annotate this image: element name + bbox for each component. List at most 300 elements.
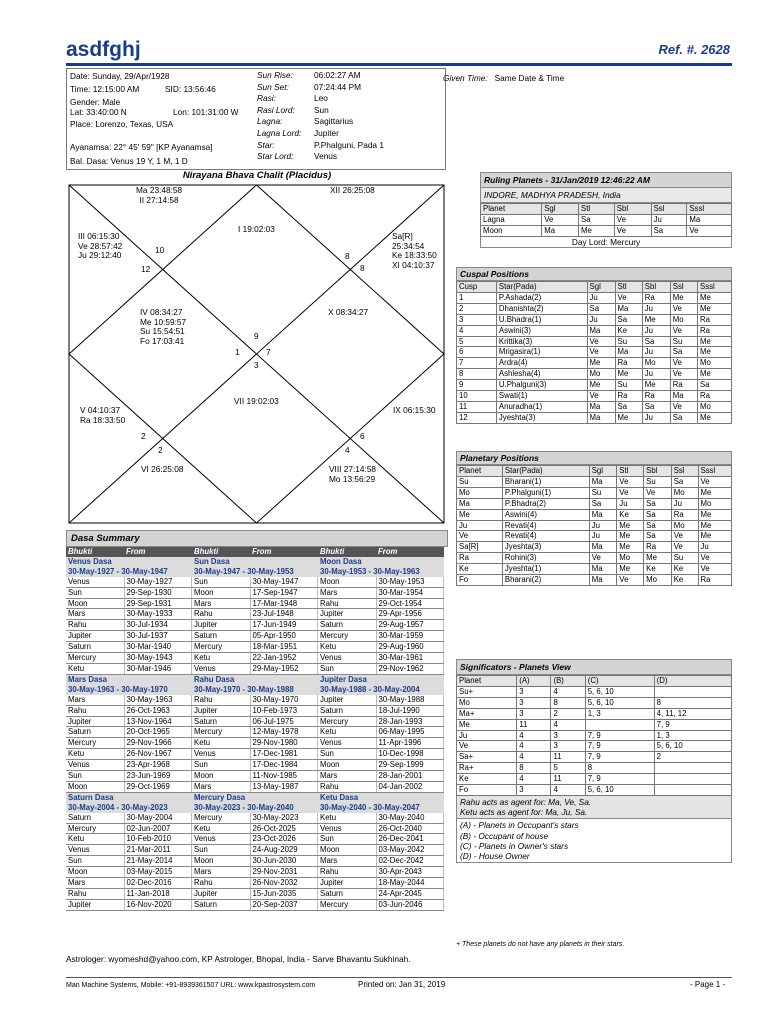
dasa-name: Sun Dasa bbox=[192, 557, 318, 567]
dasa-range-row bbox=[192, 803, 318, 813]
bhukti-planet: Mars bbox=[192, 598, 250, 609]
chart-label: IV 08:34:27 Me 10:59:57 Su 15:54:51 Fo 17:03:41 bbox=[140, 307, 187, 346]
column-header: Star(Pada) bbox=[502, 466, 589, 477]
table-cell: Ve bbox=[587, 347, 615, 358]
table-row bbox=[457, 520, 732, 531]
dasa-name: Mercury Dasa bbox=[192, 792, 318, 802]
table-cell: Me bbox=[617, 542, 644, 553]
table-cell: Ju bbox=[589, 520, 617, 531]
table-cell: Ma bbox=[589, 476, 617, 487]
table-cell: Su bbox=[589, 487, 617, 498]
bhukti-planet: Sun bbox=[66, 587, 124, 598]
table-header-row bbox=[457, 676, 732, 687]
bhukti-planet: Venus bbox=[192, 749, 250, 760]
table-cell bbox=[654, 774, 731, 785]
chart-label: XII 26:25:08 bbox=[330, 185, 375, 195]
bhukti-row bbox=[318, 653, 444, 664]
bhukti-from: 26-Oct-1963 bbox=[124, 705, 192, 716]
chart-label: 8 bbox=[360, 263, 365, 273]
table-cell: Me bbox=[579, 225, 615, 236]
column-header: Planet bbox=[481, 204, 542, 215]
bhukti-from: 10-Feb-1973 bbox=[250, 705, 318, 716]
bhukti-from: 18-May-2044 bbox=[376, 878, 444, 889]
table-cell: Aswini(4) bbox=[502, 509, 589, 520]
table-cell: 11 bbox=[551, 774, 585, 785]
table-row bbox=[457, 575, 732, 586]
bhukti-header: Bhukti bbox=[66, 547, 124, 557]
bhukti-row bbox=[192, 856, 318, 867]
table-row bbox=[457, 358, 732, 369]
table-cell: Jyeshta(3) bbox=[502, 542, 589, 553]
table-cell: Ma bbox=[589, 564, 617, 575]
table-header-row bbox=[457, 282, 732, 293]
dasa-name: Jupiter Dasa bbox=[318, 674, 444, 684]
column-header: Stl bbox=[617, 466, 644, 477]
bhukti-planet: Ketu bbox=[192, 653, 250, 664]
table-cell: 4 bbox=[551, 719, 585, 730]
column-header: Planet bbox=[457, 466, 503, 477]
bhukti-planet: Sun bbox=[318, 834, 376, 845]
bhukti-row bbox=[192, 760, 318, 771]
table-cell: Ju bbox=[642, 303, 670, 314]
bhukti-row bbox=[66, 609, 192, 620]
table-cell: 3 bbox=[551, 730, 585, 741]
table-cell: Mo bbox=[644, 575, 672, 586]
bhukti-row bbox=[66, 878, 192, 889]
table-cell: Su+ bbox=[457, 686, 517, 697]
chart-title: Nirayana Bhava Chalit (Placidus) bbox=[182, 170, 332, 181]
table-cell: 2 bbox=[654, 752, 731, 763]
chart-label: 2 bbox=[141, 431, 146, 441]
astro-label: Lagna: bbox=[257, 116, 283, 127]
chart-label: 7 bbox=[266, 347, 271, 357]
legend-item: (C) - Planets in Owner's stars bbox=[460, 840, 569, 851]
table-cell: Sa bbox=[642, 401, 670, 412]
bhukti-planet: Mars bbox=[318, 856, 376, 867]
bhukti-row bbox=[192, 598, 318, 609]
astro-value: Sun bbox=[314, 104, 329, 115]
bhukti-from: 05-Apr-1950 bbox=[250, 631, 318, 642]
bhukti-row bbox=[192, 771, 318, 782]
bhukti-planet: Jupiter bbox=[318, 609, 376, 620]
bhukti-planet: Jupiter bbox=[192, 889, 250, 900]
bhukti-planet: Venus bbox=[192, 663, 250, 674]
bhukti-from: 03-Jun-2046 bbox=[376, 899, 444, 910]
planetary-positions-panel bbox=[456, 451, 732, 586]
birth-time: Time: 12:15:00 AM bbox=[70, 84, 140, 94]
table-cell: Su bbox=[615, 380, 642, 391]
table-cell: Ve bbox=[670, 303, 697, 314]
bhukti-from: 29-Oct-1954 bbox=[376, 598, 444, 609]
table-cell: 2 bbox=[551, 708, 585, 719]
table-cell: 7, 9 bbox=[654, 719, 731, 730]
bhukti-from: 10-Dec-1998 bbox=[376, 749, 444, 760]
dasa-name: Rahu Dasa bbox=[192, 674, 318, 684]
planetary-positions-title: Planetary Positions bbox=[456, 451, 732, 465]
bhukti-row bbox=[318, 834, 444, 845]
bhukti-planet: Moon bbox=[192, 587, 250, 598]
astro-value: Sagittarius bbox=[314, 116, 354, 127]
bhukti-from: 17-Sep-1947 bbox=[250, 587, 318, 598]
cuspal-positions-table bbox=[456, 281, 732, 424]
column-header: Sssl bbox=[698, 466, 731, 477]
table-cell: 8 bbox=[551, 697, 585, 708]
dasa-name: Ketu Dasa bbox=[318, 792, 444, 802]
table-cell: Ju bbox=[642, 412, 670, 423]
bhukti-row bbox=[318, 663, 444, 674]
page-title: asdfghj bbox=[66, 38, 141, 61]
printed-date: Printed on: Jan 31, 2019 bbox=[358, 980, 446, 989]
legend-item: (A) - Planets in Occupant's stars bbox=[460, 820, 579, 831]
bhukti-from: 18-Jul-1990 bbox=[376, 705, 444, 716]
table-cell: Ra bbox=[615, 358, 642, 369]
table-row bbox=[457, 542, 732, 553]
bhukti-row bbox=[192, 609, 318, 620]
bhukti-planet: Venus bbox=[66, 845, 124, 856]
dasa-name-row bbox=[192, 674, 318, 684]
astro-label: Star Lord: bbox=[257, 151, 294, 162]
table-cell: 7 bbox=[457, 358, 497, 369]
bhukti-from: 23-Apr-1968 bbox=[124, 760, 192, 771]
table-cell: Su bbox=[644, 476, 672, 487]
bhukti-planet: Rahu bbox=[66, 620, 124, 631]
column-header: (C) bbox=[585, 676, 654, 687]
bhukti-row bbox=[192, 653, 318, 664]
bhukti-row bbox=[192, 695, 318, 705]
table-cell: Sa bbox=[651, 225, 687, 236]
bhukti-planet: Moon bbox=[318, 577, 376, 587]
table-cell: Ma bbox=[589, 509, 617, 520]
bhukti-row bbox=[318, 781, 444, 792]
bhukti-row bbox=[318, 598, 444, 609]
table-row bbox=[457, 336, 732, 347]
chart-label: 3 bbox=[254, 360, 259, 370]
bhukti-planet: Rahu bbox=[66, 705, 124, 716]
table-cell: Ma bbox=[587, 325, 615, 336]
bhukti-from: 03-May-2042 bbox=[376, 845, 444, 856]
astro-label: Sun Set: bbox=[257, 81, 289, 92]
bhukti-from: 26-Oct-2040 bbox=[376, 823, 444, 834]
table-row bbox=[457, 697, 732, 708]
bhukti-planet: Rahu bbox=[66, 889, 124, 900]
bhukti-planet: Rahu bbox=[192, 609, 250, 620]
table-cell: 5, 6, 10 bbox=[585, 697, 654, 708]
table-cell: Ke bbox=[615, 325, 642, 336]
table-cell: Ve bbox=[670, 325, 697, 336]
table-cell: Ve bbox=[542, 214, 579, 225]
table-cell: Ju bbox=[642, 369, 670, 380]
bhukti-row bbox=[66, 598, 192, 609]
bhukti-from: 17-Dec-1984 bbox=[250, 760, 318, 771]
astro-row bbox=[257, 105, 329, 115]
table-cell: Mrigasira(1) bbox=[496, 347, 587, 358]
bhukti-planet: Sun bbox=[192, 845, 250, 856]
bhukti-row bbox=[66, 771, 192, 782]
table-cell: U.Bhadra(1) bbox=[496, 314, 587, 325]
astro-value: Leo bbox=[314, 93, 328, 104]
table-cell: 8 bbox=[457, 369, 497, 380]
table-cell: 11 bbox=[551, 752, 585, 763]
table-cell: Ke bbox=[644, 564, 672, 575]
table-cell: Ra bbox=[698, 391, 732, 402]
table-cell: Ra bbox=[698, 325, 732, 336]
bhukti-planet: Jupiter bbox=[318, 695, 376, 705]
column-header: Ssl bbox=[670, 282, 697, 293]
table-row bbox=[457, 763, 732, 774]
bhukti-from: 26-Nov-1967 bbox=[124, 749, 192, 760]
planetary-positions-table bbox=[456, 465, 732, 586]
table-cell: Ra bbox=[698, 314, 732, 325]
table-cell: 7, 9 bbox=[585, 774, 654, 785]
table-cell: Ma bbox=[615, 347, 642, 358]
dasa-range-row bbox=[318, 803, 444, 813]
agent-note: Ketu acts as agent for: Ma, Ju, Sa. bbox=[460, 807, 588, 818]
bhukti-planet: Jupiter bbox=[66, 899, 124, 910]
bhukti-row bbox=[318, 587, 444, 598]
table-cell: P.Ashada(2) bbox=[496, 292, 587, 303]
table-cell: 5, 6, 10 bbox=[585, 785, 654, 796]
table-cell: Revati(4) bbox=[502, 520, 589, 531]
table-row bbox=[457, 531, 732, 542]
table-cell: Ve bbox=[617, 575, 644, 586]
table-cell: Ve bbox=[587, 336, 615, 347]
agent-notes bbox=[456, 796, 732, 819]
table-cell: Me bbox=[698, 520, 731, 531]
table-cell: Me bbox=[698, 303, 732, 314]
bhukti-planet: Sun bbox=[66, 856, 124, 867]
table-cell: Jyeshta(3) bbox=[496, 412, 587, 423]
table-cell: Ma+ bbox=[457, 708, 517, 719]
table-cell: Sa bbox=[587, 303, 615, 314]
table-cell: Ju bbox=[589, 531, 617, 542]
astro-value: Venus bbox=[314, 151, 338, 162]
bhukti-planet: Jupiter bbox=[192, 620, 250, 631]
chart-label: 8 bbox=[345, 251, 350, 261]
bhukti-row bbox=[318, 856, 444, 867]
dasa-range: 30-May-1970 - 30-May-1988 bbox=[192, 685, 318, 695]
bhukti-row bbox=[192, 642, 318, 653]
astro-row bbox=[257, 151, 337, 161]
bhukti-row bbox=[192, 823, 318, 834]
bhukti-planet: Ketu bbox=[66, 834, 124, 845]
table-cell: 3 bbox=[457, 314, 497, 325]
bhukti-planet: Rahu bbox=[192, 695, 250, 705]
table-cell: P.Bhadra(2) bbox=[502, 498, 589, 509]
sidereal-time: SID: 13:56:46 bbox=[165, 84, 216, 94]
table-cell: 8 bbox=[654, 697, 731, 708]
column-header: Planet bbox=[457, 676, 517, 687]
table-cell: Sa bbox=[644, 531, 672, 542]
table-row bbox=[457, 380, 732, 391]
table-cell: Ma bbox=[670, 391, 697, 402]
bhukti-planet: Sun bbox=[192, 760, 250, 771]
bhukti-row bbox=[318, 631, 444, 642]
bhukti-row bbox=[66, 867, 192, 878]
table-cell: Sa bbox=[615, 314, 642, 325]
table-cell: 8 bbox=[585, 763, 654, 774]
table-cell: Sa[R] bbox=[457, 542, 503, 553]
table-row bbox=[457, 498, 732, 509]
table-cell: Fo bbox=[457, 785, 517, 796]
table-cell: Me bbox=[617, 531, 644, 542]
table-cell: Me bbox=[617, 564, 644, 575]
table-cell: Mo bbox=[457, 697, 517, 708]
table-cell: Ma bbox=[587, 412, 615, 423]
bhukti-from: 18-Mar-1951 bbox=[250, 642, 318, 653]
dasa-column bbox=[192, 547, 318, 911]
from-header: From bbox=[124, 547, 192, 557]
table-row bbox=[457, 708, 732, 719]
bhukti-row bbox=[66, 781, 192, 792]
bhukti-row bbox=[66, 813, 192, 823]
table-cell: Sa bbox=[644, 509, 672, 520]
dasa-summary-title: Dasa Summary bbox=[66, 530, 448, 547]
ruling-planets-title: Ruling Planets - 31/Jan/2019 12:46:22 AM bbox=[480, 172, 732, 188]
bhukti-from: 30-Mar-1954 bbox=[376, 587, 444, 598]
bhukti-planet: Moon bbox=[192, 771, 250, 782]
table-cell: Sa bbox=[698, 380, 732, 391]
bhukti-from: 12-May-1978 bbox=[250, 727, 318, 738]
gender: Gender: Male bbox=[70, 97, 121, 107]
table-cell: Me bbox=[698, 531, 731, 542]
table-row bbox=[457, 774, 732, 785]
table-cell: Ve bbox=[671, 542, 698, 553]
bhukti-from: 30-May-1947 bbox=[250, 577, 318, 587]
bhukti-from: 29-Aug-1957 bbox=[376, 620, 444, 631]
bhukti-from: 04-Jan-2002 bbox=[376, 781, 444, 792]
dasa-column-header bbox=[192, 547, 318, 557]
column-header: Sbl bbox=[614, 204, 651, 215]
dasa-name: Moon Dasa bbox=[318, 557, 444, 567]
table-cell: Ashlesha(4) bbox=[496, 369, 587, 380]
bhukti-row bbox=[66, 631, 192, 642]
bhukti-row bbox=[192, 663, 318, 674]
dasa-range: 30-May-2040 - 30-May-2047 bbox=[318, 803, 444, 813]
column-header: (B) bbox=[551, 676, 585, 687]
longitude: Lon: 101:31:00 W bbox=[173, 107, 239, 117]
table-cell: Sa+ bbox=[457, 752, 517, 763]
table-cell: Ke bbox=[457, 564, 503, 575]
dasa-name: Mars Dasa bbox=[66, 674, 192, 684]
table-cell: Su bbox=[670, 336, 697, 347]
table-cell: 9 bbox=[457, 380, 497, 391]
bhukti-from: 21-May-2014 bbox=[124, 856, 192, 867]
table-row bbox=[457, 314, 732, 325]
table-cell: 1, 3 bbox=[654, 730, 731, 741]
bhukti-from: 30-May-2004 bbox=[124, 813, 192, 823]
chart-label: 9 bbox=[254, 331, 259, 341]
table-cell: Mo bbox=[642, 358, 670, 369]
bhukti-from: 15-Jun-2035 bbox=[250, 889, 318, 900]
bhukti-row bbox=[318, 889, 444, 900]
given-time-label: Given Time: Same Date & Time bbox=[443, 73, 565, 83]
table-cell: Ve bbox=[670, 401, 697, 412]
bhukti-row bbox=[318, 813, 444, 823]
bhukti-from: 02-Jun-2007 bbox=[124, 823, 192, 834]
dasa-range-row bbox=[66, 803, 192, 813]
bhukti-from: 24-Aug-2029 bbox=[250, 845, 318, 856]
table-row bbox=[457, 509, 732, 520]
column-header: (D) bbox=[654, 676, 731, 687]
bhukti-planet: Saturn bbox=[318, 705, 376, 716]
bhukti-planet: Saturn bbox=[192, 631, 250, 642]
table-row bbox=[457, 325, 732, 336]
bhukti-row bbox=[66, 642, 192, 653]
bhukti-from: 17-Dec-1981 bbox=[250, 749, 318, 760]
bhukti-from: 22-Jan-1952 bbox=[250, 653, 318, 664]
table-cell: 11 bbox=[517, 719, 551, 730]
table-cell: 10 bbox=[457, 391, 497, 402]
table-cell: Mo bbox=[670, 314, 697, 325]
bhukti-from: 29-Sep-1931 bbox=[124, 598, 192, 609]
chart-label: 12 bbox=[141, 264, 151, 274]
table-cell bbox=[654, 763, 731, 774]
table-cell: 3 bbox=[517, 686, 551, 697]
table-cell: Sa bbox=[615, 401, 642, 412]
header-rule bbox=[66, 63, 732, 66]
table-cell: Sa bbox=[671, 476, 698, 487]
table-row bbox=[457, 369, 732, 380]
table-cell: Ve bbox=[644, 487, 672, 498]
bhukti-from: 29-Sep-1999 bbox=[376, 760, 444, 771]
dasa-name: Venus Dasa bbox=[66, 557, 192, 567]
table-cell: 7, 9 bbox=[585, 730, 654, 741]
bhukti-from: 06-Jul-1975 bbox=[250, 716, 318, 727]
astrologer-info: Astrologer: wyomeshd@yahoo.com, KP Astrologer, Bhopal, India - Sarve Bhavantu Sukhinah. bbox=[66, 954, 411, 964]
bhukti-planet: Mercury bbox=[318, 899, 376, 910]
table-cell: Ke bbox=[671, 564, 698, 575]
table-cell: Ve bbox=[687, 225, 732, 236]
bhukti-planet: Venus bbox=[66, 577, 124, 587]
bhukti-row bbox=[66, 663, 192, 674]
astro-label: Rasi: bbox=[257, 93, 276, 104]
column-header: Sgl bbox=[589, 466, 617, 477]
table-cell: Sa bbox=[644, 498, 672, 509]
table-cell: Moon bbox=[481, 225, 542, 236]
bhukti-from: 29-May-1952 bbox=[250, 663, 318, 674]
dasa-name: Saturn Dasa bbox=[66, 792, 192, 802]
bhukti-row bbox=[66, 889, 192, 900]
bhukti-row bbox=[318, 642, 444, 653]
chart-label: 10 bbox=[155, 245, 165, 255]
bhukti-planet: Venus bbox=[192, 834, 250, 845]
table-cell: Ju bbox=[698, 542, 731, 553]
table-cell: Ve bbox=[589, 553, 617, 564]
chart-label: 6 bbox=[360, 431, 365, 441]
astro-row bbox=[257, 128, 339, 138]
bhukti-from: 24-Apr-2045 bbox=[376, 889, 444, 900]
bhukti-from: 06-May-1995 bbox=[376, 727, 444, 738]
bhukti-planet: Sun bbox=[318, 749, 376, 760]
chart-label: X 08:34:27 bbox=[328, 307, 369, 317]
bhukti-row bbox=[66, 587, 192, 598]
bhukti-row bbox=[192, 834, 318, 845]
astro-value: Jupiter bbox=[314, 128, 339, 138]
page-number: - Page 1 - bbox=[690, 980, 726, 989]
bhukti-from: 20-Sep-2037 bbox=[250, 899, 318, 910]
table-cell: 4 bbox=[551, 785, 585, 796]
bhukti-row bbox=[66, 749, 192, 760]
astro-label: Star: bbox=[257, 139, 275, 150]
bhukti-row bbox=[66, 705, 192, 716]
bhukti-from: 29-Aug-1960 bbox=[376, 642, 444, 653]
table-cell: Me bbox=[615, 369, 642, 380]
bhukti-planet: Mars bbox=[192, 867, 250, 878]
table-cell: 11 bbox=[457, 401, 497, 412]
table-cell: Ra bbox=[698, 575, 731, 586]
astro-row bbox=[257, 116, 353, 126]
bhukti-from: 11-Jan-2018 bbox=[124, 889, 192, 900]
